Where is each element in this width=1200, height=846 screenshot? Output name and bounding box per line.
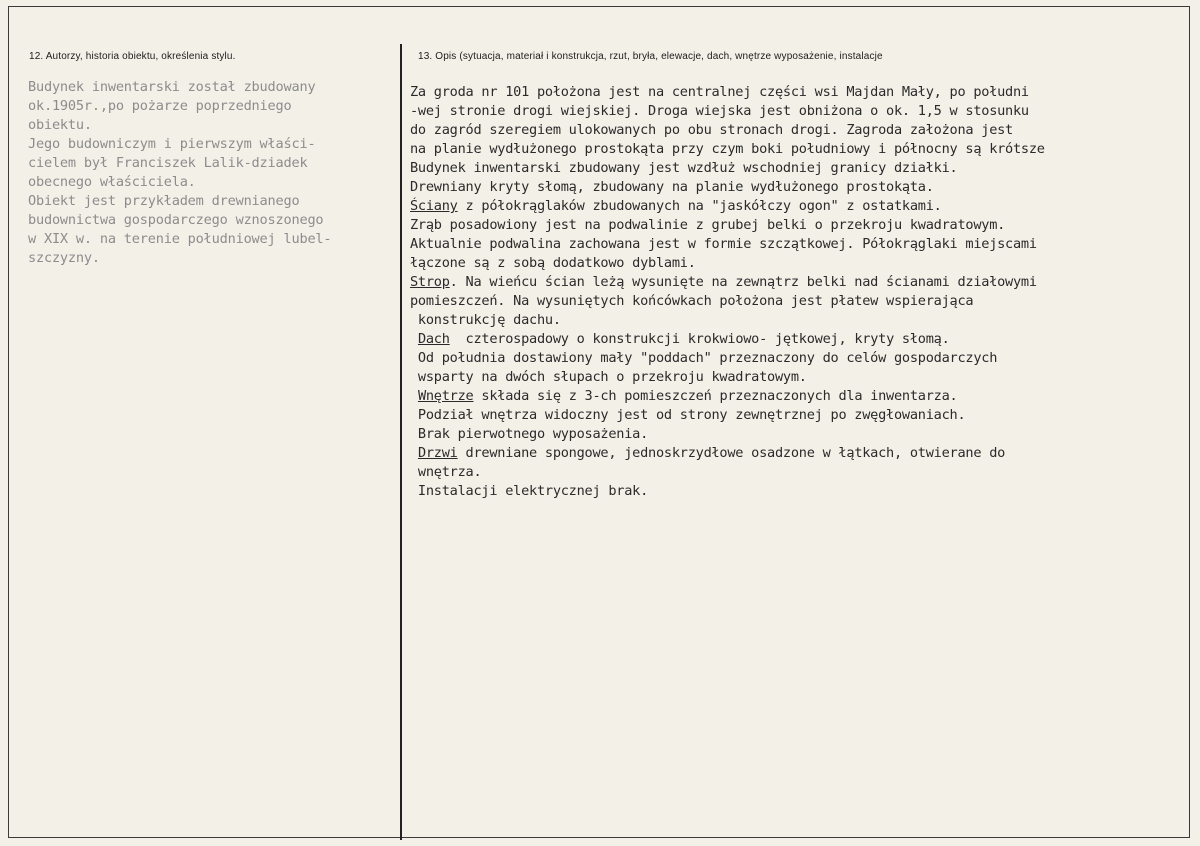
column-divider xyxy=(400,44,402,840)
right-text-line xyxy=(410,159,1200,178)
right-text-line xyxy=(410,254,1200,273)
right-text-line xyxy=(410,102,1200,121)
left-text-line: obecnego właściciela. xyxy=(28,174,196,190)
right-text-line xyxy=(410,83,1200,102)
underlined-keyword: Wnętrze xyxy=(417,388,474,404)
left-text-line: cielem był Franciszek Lalik-dziadek xyxy=(28,155,308,171)
right-text-line xyxy=(410,311,1200,330)
line-text: Aktualnie podwalina zachowana jest w formie szczątkowej. Półokrąglaki miejscami xyxy=(410,236,1037,252)
right-text-line xyxy=(410,368,1200,387)
right-text-line xyxy=(410,406,1200,425)
line-text: wnętrza. xyxy=(410,464,482,480)
left-text-line: ok.1905r.,po pożarze poprzedniego xyxy=(28,98,292,114)
line-prefix xyxy=(410,331,418,347)
line-text: wsparty na dwóch słupach o przekroju kwadratowym. xyxy=(410,369,807,385)
left-text-line: Obiekt jest przykładem drewnianego xyxy=(28,193,300,209)
line-text: Drewniany kryty słomą, zbudowany na planie wydłużonego prostokąta. xyxy=(410,179,934,195)
left-text-line: szczyzny. xyxy=(28,250,100,266)
right-text-line xyxy=(410,463,1200,482)
line-text: -wej stronie drogi wiejskiej. Droga wiejska jest obniżona o ok. 1,5 w stosunku xyxy=(410,103,1029,119)
line-text: pomieszczeń. Na wysuniętych końcówkach położona jest płatew wspierająca xyxy=(410,293,974,309)
line-prefix xyxy=(410,388,418,404)
line-text: Instalacji elektrycznej brak. xyxy=(410,483,649,499)
left-text-line: Budynek inwentarski został zbudowany xyxy=(28,79,316,95)
left-text-line: budownictwa gospodarczego wznoszonego xyxy=(28,212,324,228)
line-text: łączone są z sobą dodatkowo dyblami. xyxy=(410,255,696,271)
left-text-line: obiektu. xyxy=(28,117,92,133)
right-text-line xyxy=(410,330,1200,349)
line-text: Budynek inwentarski zbudowany jest wzdłuż wschodniej granicy działki. xyxy=(410,160,958,176)
right-text-line xyxy=(410,235,1200,254)
right-text-line xyxy=(410,178,1200,197)
section-12-text xyxy=(28,78,398,268)
line-text: . Na wieńcu ścian leżą wysunięte na zewnątrz belki nad ścianami działowymi xyxy=(449,274,1037,290)
section-12-heading: 12. Autorzy, historia obiektu, określenia stylu. xyxy=(29,51,236,62)
line-text: Zrąb posadowiony jest na podwalinie z grubej belki o przekroju kwadratowym. xyxy=(410,217,1006,233)
right-text-line xyxy=(410,482,1200,501)
line-text: drewniane spongowe, jednoskrzydłowe osadzone w łątkach, otwierane do xyxy=(457,445,1006,461)
right-text-line xyxy=(410,273,1200,292)
line-text: Od południa dostawiony mały "poddach" przeznaczony do celów gospodarczych xyxy=(410,350,998,366)
right-text-line xyxy=(410,197,1200,216)
underlined-keyword: Strop xyxy=(410,274,450,290)
section-13-text xyxy=(410,83,1200,501)
right-text-line xyxy=(410,121,1200,140)
right-text-line xyxy=(410,292,1200,311)
line-text: Podział wnętrza widoczny jest od strony zewnętrznej po zwęgłowaniach. xyxy=(410,407,966,423)
line-prefix xyxy=(410,445,418,461)
line-text: konstrukcję dachu. xyxy=(410,312,561,328)
right-text-line xyxy=(410,387,1200,406)
right-text-line xyxy=(410,349,1200,368)
section-13-heading: 13. Opis (sytuacja, materiał i konstrukcja, rzut, bryła, elewacje, dach, wnętrze wyposażenie, instalacje xyxy=(418,51,883,62)
underlined-keyword: Drzwi xyxy=(417,445,458,461)
underlined-keyword: Ściany xyxy=(410,198,458,214)
line-text: do zagród szeregiem ulokowanych po obu stronach drogi. Zagroda założona jest xyxy=(410,122,1013,138)
left-text-line: w XIX w. na terenie południowej lubel- xyxy=(28,231,332,247)
line-text: Za groda nr 101 położona jest na centralnej części wsi Majdan Mały, po południ xyxy=(410,84,1029,100)
line-text: czterospadowy o konstrukcji krokwiowo- jętkowej, kryty słomą. xyxy=(449,331,950,347)
right-text-line xyxy=(410,444,1200,463)
line-text: składa się z 3-ch pomieszczeń przeznaczonych dla inwentarza. xyxy=(473,388,958,404)
line-text: z półokrąglaków zbudowanych na "jaskółczy ogon" z ostatkami. xyxy=(457,198,942,214)
left-text-line: Jego budowniczym i pierwszym właści- xyxy=(28,136,316,152)
right-text-line xyxy=(410,140,1200,159)
line-text: Brak pierwotnego wyposażenia. xyxy=(410,426,649,442)
right-text-line xyxy=(410,216,1200,235)
right-text-line xyxy=(410,425,1200,444)
line-text: na planie wydłużonego prostokąta przy czym boki południowy i północny są krótsze xyxy=(410,141,1045,157)
underlined-keyword: Dach xyxy=(417,331,450,347)
